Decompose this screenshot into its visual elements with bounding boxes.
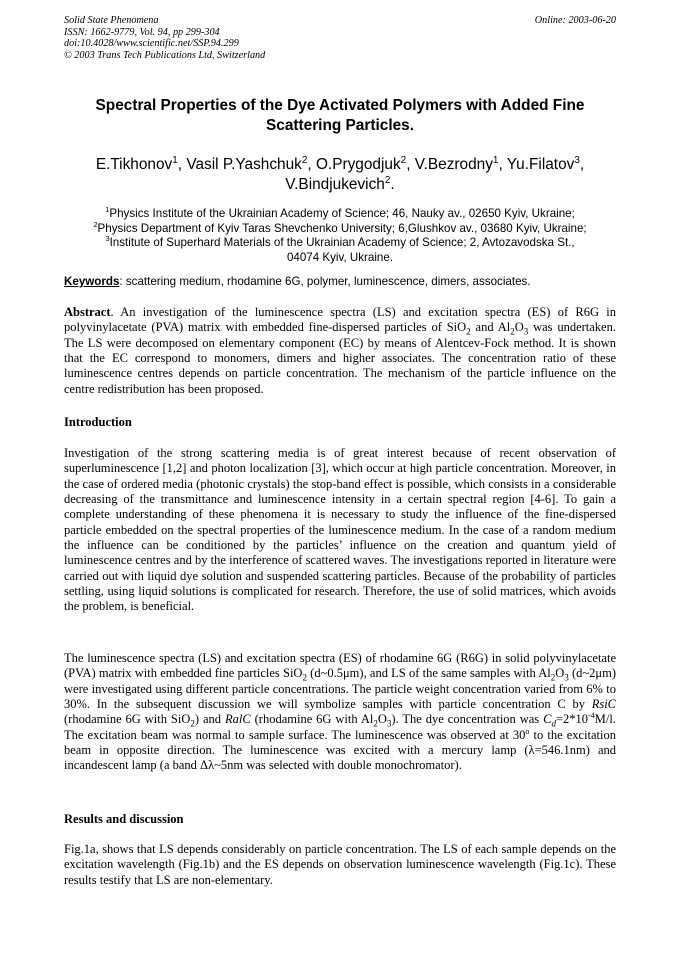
subscript: 2 [373, 718, 378, 729]
author-affil-mark: 2 [400, 154, 407, 166]
author-affil-mark: 1 [492, 154, 499, 166]
paragraph-text: to the excitation beam in opposite direction. The luminescence was excited with a mercury lamp (λ=546.1nm) and incandescent lamp (a band Δλ~5nm was selected with double monochromator). [64, 727, 617, 773]
affiliation-3-cont: 04074 Kyiv, Ukraine. [286, 250, 394, 264]
subscript: 2 [190, 718, 195, 729]
paragraph-text: (d~0.5μm), and LS of the same samples with Al [306, 666, 551, 681]
author-affil-mark: 2 [384, 174, 391, 186]
title-line-2: Scattering Particles. [266, 116, 414, 134]
author-separator: . [390, 175, 395, 193]
author-affil-mark: 2 [301, 154, 308, 166]
subscript: 2 [550, 672, 556, 683]
subscript: 2 [510, 326, 515, 337]
subscript: d [551, 718, 556, 729]
paragraph-text: ) and [194, 712, 225, 727]
author-name: , Vasil P.Yashchuk [177, 156, 302, 173]
subscript: 3 [523, 326, 529, 337]
author-name: , Yu.Filatov [498, 156, 575, 173]
author-name: V.Bindjukevich [285, 175, 385, 193]
journal-header [64, 15, 616, 61]
paragraph-text: =2*10 [555, 712, 589, 727]
abstract-text: and Al [470, 320, 511, 335]
introduction-paragraph-2 [64, 651, 616, 774]
keywords [64, 275, 616, 289]
author-affil-mark: 1 [172, 154, 178, 166]
affiliations [64, 207, 616, 265]
keywords-label: Keywords [64, 275, 120, 288]
paragraph-text: ). The dye concentration was [391, 712, 544, 727]
concentration-symbol: C [543, 712, 552, 727]
subscript: 2 [466, 326, 471, 337]
subscript: 3 [564, 672, 569, 683]
paper-title [64, 96, 616, 135]
issn-line: ISSN: 1662-9779, Vol. 94, pp 299-304 [64, 26, 220, 38]
affiliation-3 [64, 236, 616, 251]
paragraph-text: O [377, 712, 387, 727]
results-paragraph-1: Fig.1a, shows that LS depends considerably on particle concentration. The LS of each sample depends on the excitation wavelength (Fig.1b) and the ES depends on observation luminescence wavelength (Fig.1c). These results testify that LS are non-elementary. [64, 842, 616, 887]
author-name: E.Tikhonov [95, 156, 173, 173]
author-list [64, 155, 616, 194]
author-separator: , [579, 156, 585, 173]
affiliation-text: Physics Institute of the Ukrainian Academy of Science; 46, Nauky av., 02650 Kyiv, Ukraine; [109, 207, 575, 220]
paragraph-text: (rhodamine 6G with Al [250, 712, 374, 727]
introduction-paragraph-1: Investigation of the strong scattering media is of great interest because of recent observation of superluminescence [1,2] and photon localization [3], which occur at high particle concentration. Moreover, in the case of ordered media (photonic crystals) the stop-band effect is possible, which consists in a considerable decreasing of the transmittance and luminescence intensity in a certain spectral region [4-6]. To gain a complete understanding of these phenomena it is necessary to study the influence of the fine-dispersed particle embedded on the spectral properties of the luminescence medium. In the case of a random medium the influence can be conditioned by the particles’ influence on the creation and quantum yield of luminescence centres and by the interference of scattered waves. The investigations reported in literature were carried out with liquid dye solution and suspended scattering particles. Because of the probability of particles settling, using liquid solutions is complicated for research. Therefore, the use of solid matrices, which avoids the problem, is beneficial. [64, 446, 616, 614]
title-line-1: Spectral Properties of the Dye Activated Polymers with Added Fine [95, 97, 585, 114]
subscript: 3 [386, 718, 392, 729]
affiliation-text: Institute of Superhard Materials of the Ukrainian Academy of Science; 2, Avtozavodska St., [109, 236, 575, 250]
results-heading: Results and discussion [64, 812, 184, 826]
paragraph-text: M/l. The excitation beam was normal to sample surface. The luminescence was observed at 30 [64, 712, 616, 742]
paragraph-text: (d~2μm) were investigated using different particle concentrations. The particle weight concentration varied from 6% to 30%. In the subsequent discussion we will symbolize samples with particle concentration C by [64, 666, 616, 712]
authors-line-1 [64, 155, 616, 175]
paragraph-text: O [555, 666, 565, 681]
author-name: , V.Bezrodny [406, 156, 493, 173]
affiliation-number: 2 [93, 219, 98, 229]
affiliation-text: Physics Department of Kyiv Taras Shevchenko University; 6,Glushkov av., 03680 Kyiv, Ukraine; [97, 221, 587, 235]
abstract [64, 305, 616, 397]
introduction-heading: Introduction [64, 415, 132, 429]
author-affil-mark: 3 [574, 154, 580, 166]
affiliation-1 [64, 207, 616, 222]
authors-line-2 [64, 175, 616, 195]
affiliation-number: 1 [105, 205, 110, 215]
copyright-line: © 2003 Trans Tech Publications Ltd, Switzerland [64, 49, 266, 61]
subscript: 2 [302, 672, 307, 683]
doi-line: doi:10.4028/www.scientific.net/SSP.94.299 [64, 38, 239, 50]
sample-symbol: RsiC [591, 697, 616, 712]
affiliation-number: 3 [105, 234, 110, 244]
abstract-text: . An investigation of the luminescence spectra (LS) and excitation spectra (ES) of R6G in polyvinylacetate (PVA) matrix with embedded fine-dispersed particles of SiO [64, 305, 616, 335]
abstract-text: was undertaken. The LS were decomposed on elementary component (EC) by means of Alentcev-Fock method. It is shown that the EC correspond to monomers, dimers and higher associates. The concentration ratio of these luminescence centres depends on particle concentration. The mechanism of the particle influence on the centre redistribution has been proposed. [64, 320, 616, 396]
paragraph-text: The luminescence spectra (LS) and excitation spectra (ES) of rhodamine 6G (R6G) in solid polyvinylacetate (PVA) matrix with embedded fine particles SiO [64, 651, 616, 681]
keywords-text: : scattering medium, rhodamine 6G, polymer, luminescence, dimers, associates. [119, 275, 531, 288]
paragraph-text: (rhodamine 6G with SiO [64, 712, 191, 727]
journal-name: Solid State Phenomena [64, 15, 159, 26]
abstract-label: Abstract [64, 305, 111, 319]
online-date: Online: 2003-06-20 [534, 15, 616, 26]
sample-symbol: RalC [224, 712, 251, 727]
superscript: -4 [588, 711, 595, 721]
superscript: o [525, 726, 530, 736]
abstract-text: O [514, 320, 524, 335]
affiliation-2 [64, 219, 616, 237]
author-name: , O.Prygodjuk [307, 156, 401, 173]
